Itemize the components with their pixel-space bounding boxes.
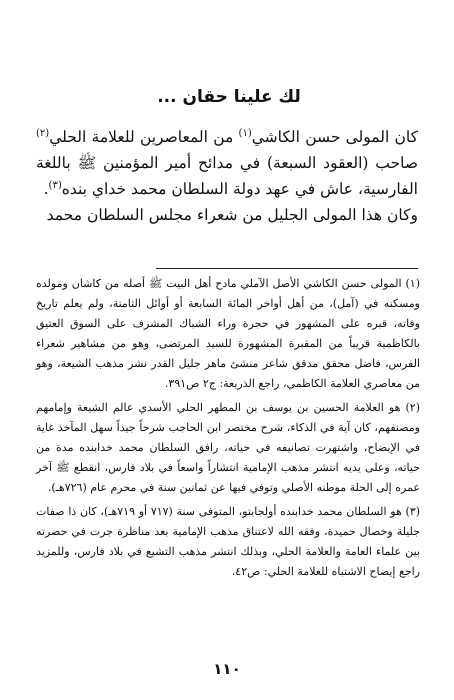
footnote-divider [156,268,418,269]
section-title: لك علينا حقان ... [157,87,301,107]
main-text [36,124,418,228]
paragraph-1-part-c: صاحب (العقود السبعة) في مدائح أمير المؤمنين ﷺ باللغة الفارسية، عاش في عهد دولة السلطان محمد خداي بنده [36,154,418,198]
footnote-ref-2: (٢) [36,127,50,139]
footnote-2: (٢) هو العلامة الحسين بن يوسف بن المطهر الحلي الأسدي عالم الشيعة وإمامهم ومصنفهم، كان آية في الذكاء، شرح مختصر ابن الحاجب شرحاً جيداً سهل المآخذ غاية في الإيضاح، واشتهرت تصانيفه في حياته، رافق السلطان محمد خدابنده مدة من حياته، وعلى يديه انتشر مذهب الإمامية انتشاراً واسعاً في بلاد فارس، انقطع ﷺ آخر عمره إلى الحلة موطنه الأصلي وتوفي فيها عن ثمانين سنة في محرم عام (٧٢٦هـ). [36,401,420,494]
paragraph-1-part-d: . [43,180,49,198]
footnote-ref-3: (٣) [48,179,62,191]
paragraph-1-part-b: من المعاصرين للعلامة الحلي [49,128,239,146]
paragraph-1-part-a: كان المولى حسن الكاشي [251,128,418,146]
footnotes [36,274,420,586]
footnote-1: (١) المولى حسن الكاشي الأصل الآملي مادح أهل البيت ﷺ أصله من كاشان ومولده ومسكنه في (آمل)، من أهل أواخر المائة السابعة أو أوائل الثامنة، ولم يعلم تاريخ وفاته، قبره على المشهور في حجرة وراء الشباك المشرف على السوق العتيق بالكاظمية قريباً من المقبرة المشهورة للسيد المرتضى، وهو من مشاهير شعراء الفرس، فاضل محقق مدقق شاعر منشئ ماهر جليل القدر نشر مذهب الشيعة، وهو من معاصري العلامة الكاظمي، راجع الذريعة: ج٢ ص٣٩١. [36,277,420,390]
page-number: ١١٠ [213,660,241,678]
paragraph-1 [36,124,418,202]
footnote-ref-1: (١) [238,127,252,139]
footnote-3: (٣) هو السلطان محمد خدابنده أولجايتو، المتوفى سنة (٧١٧ أو ٧١٩هـ)، كان ذا صفات جليلة وخصال حميدة، وفقه الله لاعتناق مذهب الإمامية بعد مناظرة جرت في حضرته بين علماء العامة والعلامة الحلي، وبذلك انتشر مذهب التشيع في بلاد فارس، وللمزيد راجع إيضاح الاشتباه للعلامة الحلي: ص٤٢. [36,505,420,578]
paragraph-2: وكان هذا المولى الجليل من شعراء مجلس السلطان محمد [46,206,418,224]
